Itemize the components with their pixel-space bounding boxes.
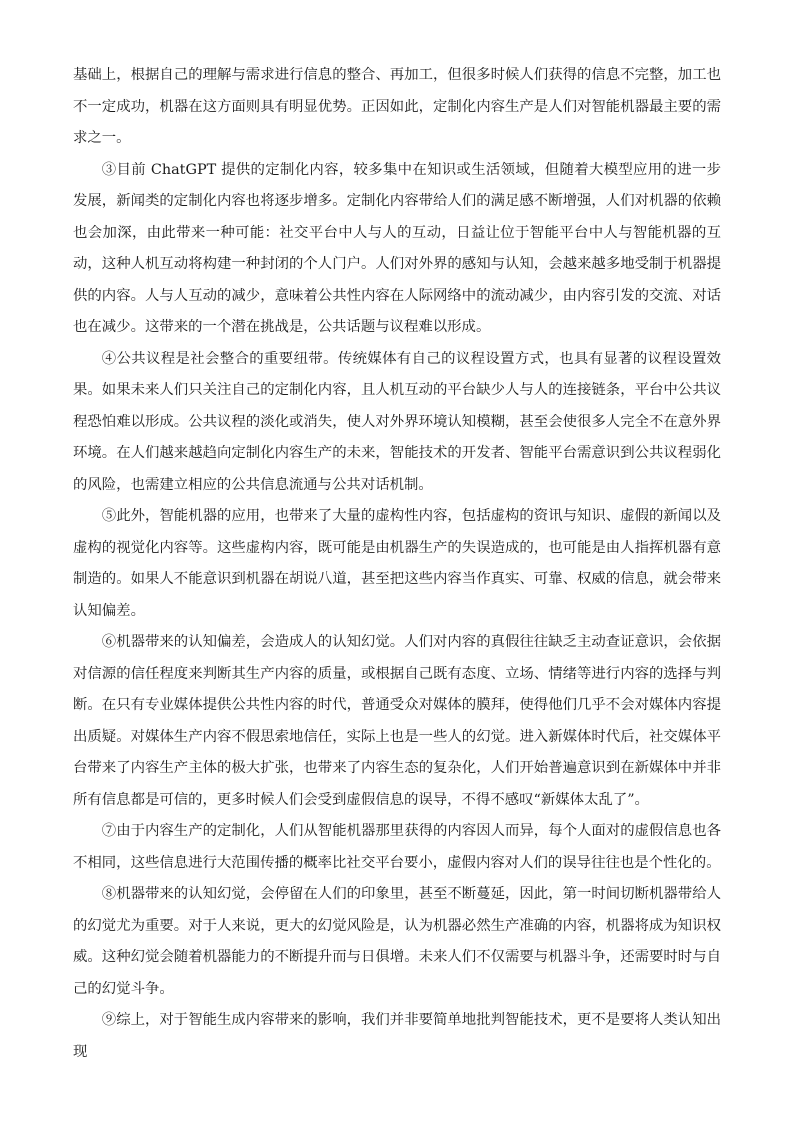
- paragraph-5: ⑤此外，智能机器的应用，也带来了大量的虚构性内容，包括虚构的资讯与知识、虚假的新闻以及虚构的视觉化内容等。这些虚构内容，既可能是由机器生产的失误造成的，也可能是由人指挥机器有意制造的。如果人不能意识到机器在胡说八道，甚至把这些内容当作真实、可靠、权威的信息，就会带来认知偏差。: [73, 508, 721, 619]
- paragraph-8: ⑧机器带来的认知幻觉，会停留在人们的印象里，甚至不断蔓延，因此，第一时间切断机器带给人的幻觉尤为重要。对于人来说，更大的幻觉风险是，认为机器必然生产准确的内容，机器将成为知识权威。这种幻觉会随着机器能力的不断提升而与日俱增。未来人们不仅需要与机器斗争，还需要时时与自己的幻觉斗争。: [73, 886, 721, 997]
- paragraph-9: ⑨综上，对于智能生成内容带来的影响，我们并非要简单地批判智能技术，更不是要将人类认知出现: [73, 1012, 721, 1060]
- paragraph-6: ⑥机器带来的认知偏差，会造成人的认知幻觉。人们对内容的真假往往缺乏主动查证意识，会依据对信源的信任程度来判断其生产内容的质量，或根据自己既有态度、立场、情绪等进行内容的选择与判断。在只有专业媒体提供公共性内容的时代，普通受众对媒体的膜拜，使得他们几乎不会对媒体内容提出质疑。对媒体生产内容不假思索地信任，实际上也是一些人的幻觉。进入新媒体时代后，社交媒体平台带来了内容生产主体的极大扩张，也带来了内容生态的复杂化，人们开始普遍意识到在新媒体中并非所有信息都是可信的，更多时候人们会受到虚假信息的误导，不得不感叹“新媒体太乱了”。: [73, 634, 721, 808]
- document-page: [73, 60, 721, 1068]
- paragraph-continuation: 基础上，根据自己的理解与需求进行信息的整合、再加工，但很多时候人们获得的信息不完整，加工也不一定成功，机器在这方面则具有明显优势。正因如此，定制化内容生产是人们对智能机器最主要的需求之一。: [73, 67, 721, 146]
- paragraph-3: ③目前 ChatGPT 提供的定制化内容，较多集中在知识或生活领域，但随着大模型应用的进一步发展，新闻类的定制化内容也将逐步增多。定制化内容带给人们的满足感不断增强，人们对机器的依赖也会加深，由此带来一种可能：社交平台中人与人的互动，日益让位于智能平台中人与智能机器的互动，这种人机互动将构建一种封闭的个人门户。人们对外界的感知与认知，会越来越多地受制于机器提供的内容。人与人互动的减少，意味着公共性内容在人际网络中的流动减少，由内容引发的交流、对话也在减少。这带来的一个潜在挑战是，公共话题与议程难以形成。: [73, 161, 721, 335]
- paragraph-4: ④公共议程是社会整合的重要纽带。传统媒体有自己的议程设置方式，也具有显著的议程设置效果。如果未来人们只关注自己的定制化内容，且人机互动的平台缺少人与人的连接链条，平台中公共议程恐怕难以形成。公共议程的淡化或消失，使人对外界环境认知模糊，甚至会使很多人完全不在意外界环境。在人们越来越趋向定制化内容生产的未来，智能技术的开发者、智能平台需意识到公共议程弱化的风险，也需建立相应的公共信息流通与公共对话机制。: [73, 350, 721, 493]
- paragraph-7: ⑦由于内容生产的定制化，人们从智能机器那里获得的内容因人而异，每个人面对的虚假信息也各不相同，这些信息进行大范围传播的概率比社交平台要小，虚假内容对人们的误导往往也是个性化的。: [73, 823, 721, 871]
